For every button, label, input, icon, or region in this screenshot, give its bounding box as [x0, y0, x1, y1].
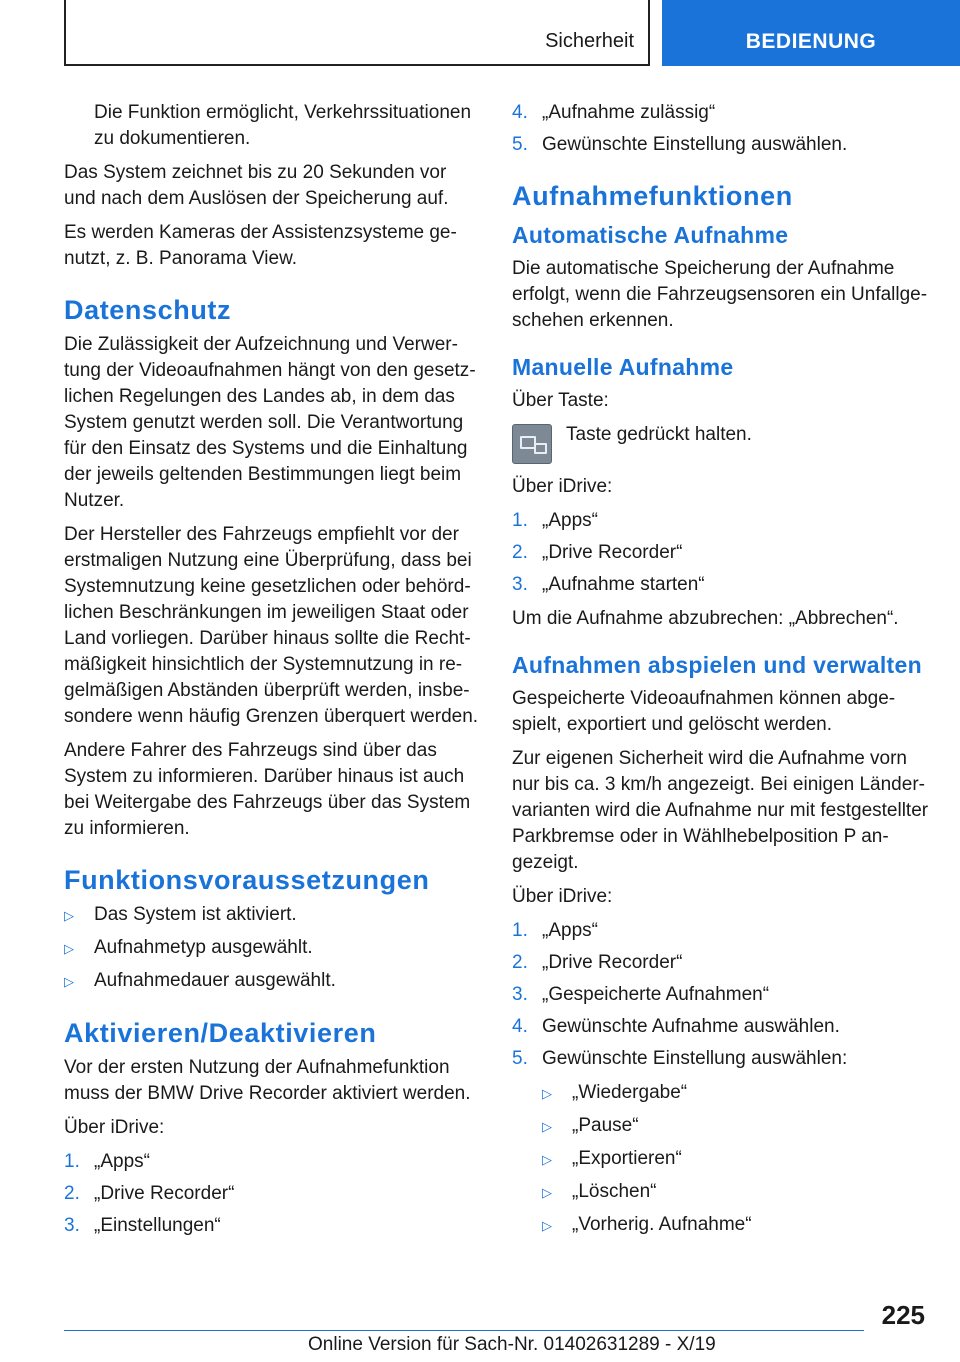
abspielen-paragraph-3: Über iDrive:: [512, 886, 613, 907]
list-item: 1. „Apps“: [64, 1151, 150, 1172]
chapter-label: BEDIENUNG: [745, 30, 877, 53]
heading-funktionsvoraussetzungen: Funktionsvoraussetzungen: [64, 865, 430, 895]
manuelle-steps: [512, 508, 932, 598]
list-item: ▷ „Pause“: [542, 1113, 932, 1140]
aktivieren-steps: [64, 1149, 480, 1239]
drive-recorder-button-icon: [512, 424, 552, 464]
list-item: 5. Gewünschte Einstellung auswählen:: [512, 1048, 848, 1069]
list-item: ▷ „Exportieren“: [542, 1146, 932, 1173]
list-item: ▷ Aufnahmedauer ausgewählt.: [64, 968, 480, 995]
list-item: 2. „Drive Recorder“: [64, 1183, 235, 1204]
header-section-title: Sicherheit: [545, 30, 634, 52]
list-item: 5. Gewünschte Einstellung auswählen.: [512, 134, 848, 155]
manuelle-paragraph-1: Über Taste:: [512, 390, 609, 411]
header-frame-left: [64, 0, 66, 66]
heading-automatische-aufnahme: Automatische Aufnahme: [512, 222, 789, 248]
list-item: 2. „Drive Recorder“: [512, 542, 683, 563]
automatische-paragraph: Die automatische Speicherung der Aufnahme erfolgt, wenn die Fahrzeugsensoren ein Unfallgeschehen erkennen.: [512, 258, 928, 331]
heading-datenschutz: Datenschutz: [64, 295, 232, 325]
footer-online-version: Online Version für Sach-Nr. 01402631289 - X/19: [308, 1334, 716, 1355]
list-item: ▷ „Löschen“: [542, 1179, 932, 1206]
intro-paragraph-2: Das System zeichnet bis zu 20 Sekunden vor und nach dem Auslösen der Speicherung auf.: [64, 162, 449, 209]
datenschutz-paragraph-1: Die Zulässigkeit der Aufzeichnung und Verwertung der Videoaufnahmen hängt von den gesetzlichen Regelungen des Landes ab, in dem das System genutzt werden soll. Die Verantwortung für den Einsatz des Systems und die Einhaltung der jeweils geltenden Bestimmungen liegt beim Nutzer.: [64, 334, 476, 511]
triangle-bullet-icon: ▷: [542, 1185, 552, 1200]
abspielen-steps: [512, 918, 932, 1072]
list-item: 3. „Gespeicherte Aufnahmen“: [512, 984, 770, 1005]
page-number: 225: [881, 1300, 925, 1330]
list-item: 3. „Einstellungen“: [64, 1215, 221, 1236]
manuelle-paragraph-2: Über iDrive:: [512, 476, 613, 497]
list-item: 1. „Apps“: [512, 920, 598, 941]
triangle-bullet-icon: ▷: [64, 908, 74, 923]
triangle-bullet-icon: ▷: [542, 1152, 552, 1167]
list-item: 1. „Apps“: [512, 510, 598, 531]
aktivieren-paragraph-2: Über iDrive:: [64, 1117, 165, 1138]
header-chapter-tab[interactable]: [662, 0, 960, 66]
abspielen-paragraph-2: Zur eigenen Sicherheit wird die Aufnahme vorn nur bis ca. 3 km/h angezeigt. Bei einigen Ländervarianten wird die Aufnahme nur mit festgestellter Parkbremse oder in Wählhebelposition P angezeigt.: [512, 748, 929, 873]
triangle-bullet-icon: ▷: [542, 1218, 552, 1233]
header-rule: [64, 64, 650, 66]
list-item: ▷ Das System ist aktiviert.: [64, 902, 480, 929]
heading-manuelle-aufnahme: Manuelle Aufnahme: [512, 354, 734, 380]
button-instruction: [512, 422, 932, 464]
header-frame-right: [648, 0, 650, 66]
datenschutz-paragraph-3: Andere Fahrer des Fahrzeugs sind über das System zu informieren. Darüber hinaus ist auch bei Weitergabe des Fahrzeugs über das System zu informieren.: [64, 740, 471, 839]
triangle-bullet-icon: ▷: [542, 1119, 552, 1134]
abspielen-paragraph-1: Gespeicherte Videoaufnahmen können abgespielt, exportiert und gelöscht werden.: [512, 688, 896, 735]
button-instruction-text: Taste gedrückt halten.: [566, 424, 752, 445]
intro-paragraph-1: Die Funktion ermöglicht, Verkehrssituationen zu dokumentieren.: [94, 102, 472, 149]
list-item: ▷ Aufnahmetyp ausgewählt.: [64, 935, 480, 962]
aktivieren-steps-continued: [512, 100, 932, 158]
triangle-bullet-icon: ▷: [64, 974, 74, 989]
datenschutz-paragraph-2: Der Hersteller des Fahrzeugs empfiehlt vor der erstmaligen Nutzung eine Überprüfung, dass bei Systemnutzung keine gesetzlichen oder behördlichen Beschränkungen im jeweiligen Staat oder Land vorliegen. Darüber hinaus sollte die Rechtmäßigkeit hinsichtlich der Systemnutzung in regelmäßigen Abständen überprüft werden, insbesondere wenn häufig Grenzen überquert werden.: [64, 524, 479, 727]
heading-aktivieren: Aktivieren/Deaktivieren: [64, 1018, 377, 1048]
heading-abspielen-verwalten: Aufnahmen abspielen und verwalten: [512, 652, 922, 678]
right-column: [512, 100, 932, 1247]
list-item: 3. „Aufnahme starten“: [512, 574, 705, 595]
list-item: ▷ „Wiedergabe“: [542, 1080, 932, 1107]
left-column: [64, 100, 480, 1247]
aktivieren-paragraph-1: Vor der ersten Nutzung der Aufnahmefunktion muss der BMW Drive Recorder aktiviert werden.: [64, 1057, 471, 1104]
triangle-bullet-icon: ▷: [542, 1086, 552, 1101]
list-item: 4. „Aufnahme zulässig“: [512, 102, 716, 123]
triangle-bullet-icon: ▷: [64, 941, 74, 956]
intro-paragraph-3: Es werden Kameras der Assistenzsysteme genutzt, z. B. Panorama View.: [64, 222, 457, 269]
list-item: 4. Gewünschte Aufnahme auswählen.: [512, 1016, 840, 1037]
abspielen-sub-options: [542, 1080, 932, 1239]
voraussetzungen-list: [64, 902, 480, 995]
manuelle-paragraph-3: Um die Aufnahme abzubrechen: „Abbrechen“.: [512, 608, 899, 629]
footer-rule: [64, 1330, 864, 1331]
heading-aufnahmefunktionen: Aufnahmefunktionen: [512, 181, 793, 211]
list-item: 2. „Drive Recorder“: [512, 952, 683, 973]
list-item: ▷ „Vorherig. Aufnahme“: [542, 1212, 932, 1239]
